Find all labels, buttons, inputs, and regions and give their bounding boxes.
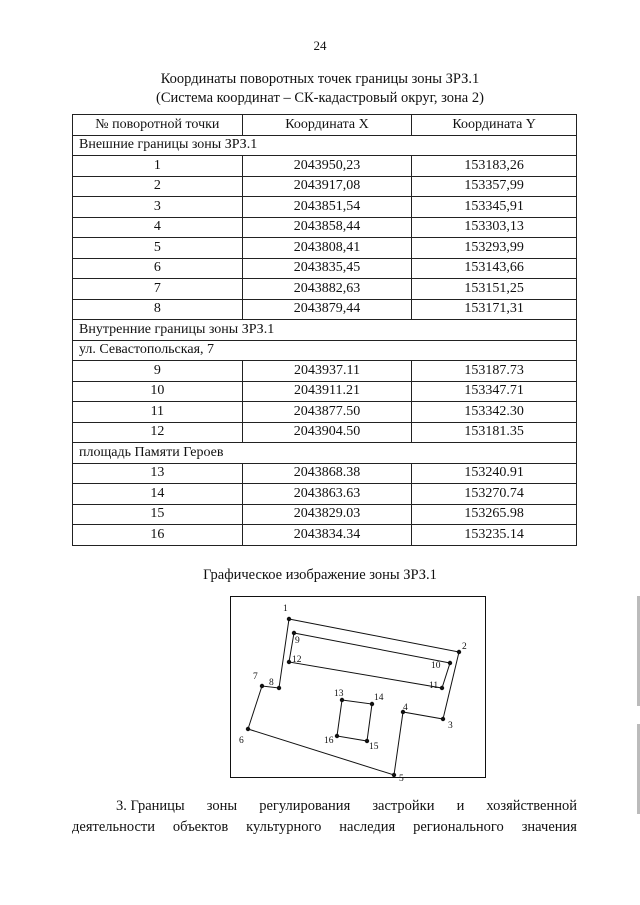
table-section-row (73, 135, 577, 156)
column-header: Координата Y (412, 115, 577, 136)
coord-y-cell: 153345,91 (412, 197, 577, 218)
inner-boundary-sevastopolskaya-polygon (289, 633, 450, 688)
boundary-point-marker (287, 617, 291, 621)
figure-title: Графическое изображение зоны ЗРЗ.1 (203, 567, 437, 583)
coord-y-cell: 153303,13 (412, 217, 577, 238)
coord-y-cell: 153265.98 (412, 504, 577, 525)
coord-x-cell: 2043904.50 (242, 422, 412, 443)
point-number-cell: 8 (73, 299, 243, 320)
boundary-point-marker (441, 717, 445, 721)
zone-boundary-drawing (231, 597, 485, 784)
table-row (73, 504, 577, 525)
table-row (73, 258, 577, 279)
table-row (73, 299, 577, 320)
paragraph-word: регулирования (259, 798, 351, 814)
coord-y-cell: 153240.91 (412, 463, 577, 484)
boundary-point-marker (277, 686, 281, 690)
paragraph-line-1 (72, 796, 577, 817)
paragraph-word: зоны (206, 798, 238, 814)
coord-y-cell: 153357,99 (412, 176, 577, 197)
point-number-cell: 11 (73, 402, 243, 423)
boundary-point-marker (260, 684, 264, 688)
coord-x-cell: 2043808,41 (242, 238, 412, 259)
coord-x-cell: 2043950,23 (242, 156, 412, 177)
point-number-cell: 2 (73, 176, 243, 197)
point-number-cell: 3 (73, 197, 243, 218)
coord-x-cell: 2043879,44 (242, 299, 412, 320)
coord-y-cell: 153181.35 (412, 422, 577, 443)
coord-x-cell: 2043882,63 (242, 279, 412, 300)
paragraph-section-3 (72, 796, 577, 838)
point-number-cell: 1 (73, 156, 243, 177)
coord-y-cell: 153183,26 (412, 156, 577, 177)
table-row (73, 361, 577, 382)
table-row (73, 217, 577, 238)
boundary-point-label: 8 (269, 678, 274, 688)
coord-x-cell: 2043834.34 (242, 525, 412, 546)
paragraph-word: регионального (413, 819, 504, 835)
zone-figure (230, 596, 486, 784)
coord-x-cell: 2043911.21 (242, 381, 412, 402)
boundary-point-marker (292, 631, 296, 635)
coord-y-cell: 153347.71 (412, 381, 577, 402)
boundary-point-label: 1 (283, 604, 288, 614)
table-row (73, 197, 577, 218)
title-line-1: Координаты поворотных точек границы зоны ЗРЗ.1 (160, 71, 480, 87)
boundary-point-label: 3 (448, 721, 453, 731)
table-header-row (73, 115, 577, 136)
table-row (73, 381, 577, 402)
coord-y-cell: 153151,25 (412, 279, 577, 300)
boundary-point-marker (457, 650, 461, 654)
coord-y-cell: 153143,66 (412, 258, 577, 279)
paragraph-word: и (456, 798, 465, 814)
paragraph-word: значения (521, 819, 577, 835)
point-number-cell: 4 (73, 217, 243, 238)
boundary-point-label: 9 (295, 636, 300, 646)
page-number: 24 (313, 38, 327, 53)
boundary-point-label: 2 (462, 642, 467, 652)
point-number-cell: 14 (73, 484, 243, 505)
point-number-cell: 7 (73, 279, 243, 300)
coord-y-cell: 153342.30 (412, 402, 577, 423)
table-section-row (73, 340, 577, 361)
point-number-cell: 6 (73, 258, 243, 279)
section-label: Внутренние границы зоны ЗРЗ.1 (73, 320, 577, 341)
table-row (73, 402, 577, 423)
coord-y-cell: 153270.74 (412, 484, 577, 505)
column-header: Координата X (242, 115, 412, 136)
coord-y-cell: 153293,99 (412, 238, 577, 259)
coord-x-cell: 2043863.63 (242, 484, 412, 505)
coord-x-cell: 2043868.38 (242, 463, 412, 484)
boundary-point-label: 13 (334, 689, 344, 699)
inner-boundary-square-polygon (337, 700, 372, 741)
boundary-point-label: 6 (239, 736, 244, 746)
section-label: ул. Севастопольская, 7 (73, 340, 577, 361)
boundary-point-label: 10 (431, 661, 441, 671)
coord-x-cell: 2043917,08 (242, 176, 412, 197)
boundary-point-label: 16 (324, 736, 334, 746)
boundary-point-label: 15 (369, 742, 379, 752)
point-number-cell: 12 (73, 422, 243, 443)
paragraph-word: застройки (372, 798, 435, 814)
boundary-point-label: 4 (403, 703, 408, 713)
paragraph-line-2 (72, 817, 577, 838)
paragraph-word: хозяйственной (486, 798, 577, 814)
boundary-point-marker (448, 661, 452, 665)
boundary-point-label: 12 (292, 655, 302, 665)
boundary-point-label: 11 (429, 681, 439, 691)
coord-y-cell: 153235.14 (412, 525, 577, 546)
coordinates-table (72, 114, 577, 546)
point-number-cell: 16 (73, 525, 243, 546)
boundary-point-marker (246, 727, 250, 731)
point-number-cell: 9 (73, 361, 243, 382)
title-line-2: (Система координат – СК-кадастровый округ, зона 2) (156, 90, 484, 106)
point-number-cell: 15 (73, 504, 243, 525)
coord-y-cell: 153171,31 (412, 299, 577, 320)
boundary-point-label: 14 (374, 693, 384, 703)
table-row (73, 176, 577, 197)
column-header: № поворотной точки (73, 115, 243, 136)
boundary-point-marker (440, 686, 444, 690)
table-row (73, 484, 577, 505)
coord-x-cell: 2043851,54 (242, 197, 412, 218)
coord-x-cell: 2043937.11 (242, 361, 412, 382)
table-title (0, 70, 640, 108)
table-row (73, 279, 577, 300)
table-row (73, 422, 577, 443)
point-number-cell: 13 (73, 463, 243, 484)
outer-boundary-polygon (248, 619, 459, 775)
coord-x-cell: 2043877.50 (242, 402, 412, 423)
coord-y-cell: 153187.73 (412, 361, 577, 382)
paragraph-word: объектов (172, 819, 229, 835)
coord-x-cell: 2043835,45 (242, 258, 412, 279)
table-section-row (73, 320, 577, 341)
boundary-point-label: 5 (399, 774, 404, 784)
paragraph-word: культурного (246, 819, 322, 835)
boundary-point-marker (392, 773, 396, 777)
section-label: Внешние границы зоны ЗРЗ.1 (73, 135, 577, 156)
paragraph-word: 3. Границы (116, 798, 185, 814)
table-row (73, 238, 577, 259)
paragraph-word: наследия (339, 819, 396, 835)
table-row (73, 156, 577, 177)
point-number-cell: 10 (73, 381, 243, 402)
boundary-point-marker (335, 734, 339, 738)
boundary-point-marker (287, 660, 291, 664)
paragraph-word: деятельности (72, 819, 156, 835)
boundary-point-label: 7 (253, 672, 258, 682)
point-number-cell: 5 (73, 238, 243, 259)
coord-x-cell: 2043858,44 (242, 217, 412, 238)
table-row (73, 463, 577, 484)
coord-x-cell: 2043829.03 (242, 504, 412, 525)
section-label: площадь Памяти Героев (73, 443, 577, 464)
table-section-row (73, 443, 577, 464)
table-row (73, 525, 577, 546)
